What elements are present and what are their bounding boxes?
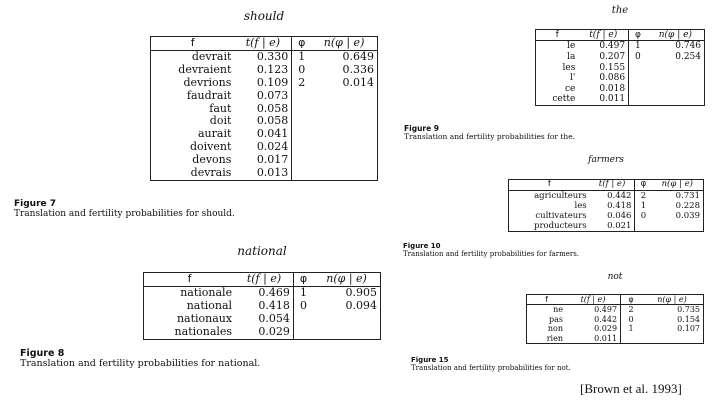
prob-table-not (526, 294, 704, 344)
caption-label: Figure 9 (404, 124, 440, 133)
table-cell (311, 167, 377, 180)
table-cell: le (567, 41, 576, 52)
table-cell: producteurs (534, 220, 587, 231)
table-cell (629, 63, 647, 74)
header-row (527, 295, 704, 305)
table-cell: 0.336 (342, 62, 374, 76)
table-cell: 0.029 (235, 326, 293, 339)
table-row (527, 324, 704, 333)
table-cell: ne (553, 305, 564, 315)
table-cell (621, 334, 641, 344)
caption-label: Figure 15 (411, 356, 449, 364)
table-cell: 0.029 (566, 324, 621, 333)
table-cell (635, 221, 652, 232)
table-cell: nationales (174, 324, 233, 338)
column-header: n(φ | e) (641, 295, 704, 305)
table-cell: 0.039 (675, 210, 700, 221)
table-row (536, 94, 705, 105)
figure-caption-not (411, 357, 571, 372)
figure-caption-the (404, 125, 575, 142)
table-cell (647, 84, 705, 95)
table-cell: 0.442 (590, 190, 635, 201)
table-cell: pas (549, 314, 564, 324)
table-cell: 0.207 (578, 52, 628, 63)
table-cell: l' (569, 73, 576, 84)
table-cell: 0.735 (677, 305, 700, 315)
table-cell: 2 (640, 190, 647, 201)
table-cell: rien (546, 333, 564, 343)
table-cell: 0.155 (578, 63, 628, 74)
table-cell: 0.086 (578, 73, 628, 84)
prob-table-national (143, 272, 381, 340)
table-cell: national (186, 298, 233, 312)
prob-table-farmers (508, 179, 704, 232)
table-cell (292, 103, 311, 116)
table-cell (629, 73, 647, 84)
table-cell: les (562, 62, 576, 73)
table-cell: 0.497 (566, 305, 621, 315)
table-row (509, 201, 704, 211)
table-cell (641, 334, 704, 344)
column-header: n(φ | e) (313, 273, 380, 287)
column-header: n(φ | e) (647, 30, 705, 41)
table-cell: 0.011 (578, 94, 628, 105)
table-cell: 0 (640, 210, 647, 221)
table-cell: devrions (183, 75, 232, 89)
table-cell: 0.123 (234, 64, 291, 77)
table-cell: 0.228 (675, 200, 700, 211)
caption-text: Translation and fertility probabilities for not. (411, 363, 571, 372)
table-cell: 0.649 (342, 49, 374, 63)
table-cell: 0 (628, 314, 634, 324)
table-cell: la (567, 51, 576, 62)
table-row (151, 77, 378, 90)
table-row (536, 84, 705, 95)
table-cell: agriculteurs (534, 190, 587, 201)
column-header: f (536, 30, 579, 41)
prob-table-should (150, 36, 378, 181)
table-cell: 0.418 (235, 300, 293, 313)
table-cell: devrait (191, 49, 232, 63)
table-cell: 0 (635, 51, 641, 62)
column-header: f (527, 295, 567, 305)
table-cell: 2 (628, 305, 634, 315)
table-row (509, 211, 704, 221)
table-cell (629, 84, 647, 95)
table-cell (292, 128, 311, 141)
column-header: t(f | e) (566, 295, 621, 305)
table-row (151, 50, 378, 63)
table-cell: 0.154 (677, 314, 700, 324)
title-not: not (607, 272, 623, 282)
table-cell: 0.073 (234, 90, 291, 103)
column-header: φ (629, 30, 647, 41)
caption-label: Figure 7 (14, 199, 57, 209)
header-row (509, 180, 704, 191)
table-row (144, 300, 381, 313)
table-cell: les (574, 200, 587, 211)
table-cell (647, 94, 705, 105)
table-cell (292, 115, 311, 128)
column-header: n(φ | e) (311, 37, 377, 51)
table-cell: 0.058 (234, 115, 291, 128)
table-row (536, 63, 705, 74)
column-header: t(f | e) (578, 30, 628, 41)
table-cell: 1 (628, 324, 634, 334)
caption-text: Translation and fertility probabilities for the. (404, 132, 576, 142)
column-header: f (144, 273, 236, 287)
table-cell (292, 167, 311, 180)
table-cell: 0.469 (235, 286, 293, 299)
table-cell: 2 (298, 75, 306, 89)
header-row (151, 37, 378, 51)
caption-text: Translation and fertility probabilities for farmers. (403, 249, 580, 258)
table-cell: 0.011 (566, 334, 621, 344)
table-cell: 0.442 (566, 315, 621, 324)
table-cell: 0.905 (345, 285, 377, 299)
table-cell (293, 326, 313, 339)
table-cell: 0.013 (234, 167, 291, 180)
table-cell: 0.094 (345, 298, 377, 312)
table-row (536, 73, 705, 84)
caption-label: Figure 10 (403, 242, 441, 250)
table-cell (652, 221, 704, 232)
column-header: t(f | e) (235, 273, 293, 287)
caption-label: Figure 8 (20, 348, 65, 359)
table-cell: devraient (178, 62, 232, 76)
table-cell: 0.014 (342, 75, 374, 89)
table-row (151, 90, 378, 103)
table-cell: faut (209, 101, 232, 115)
caption-text: Translation and fertility probabilities for should. (14, 208, 235, 219)
table-cell: nationaux (176, 311, 233, 325)
table-cell: 0.107 (677, 324, 700, 334)
table-row (527, 334, 704, 344)
table-cell: 0 (300, 298, 308, 312)
table-cell (311, 90, 377, 103)
table-cell: doivent (189, 140, 232, 154)
caption-text: Translation and fertility probabilities for national. (20, 358, 261, 370)
figure-caption-should (14, 200, 235, 220)
header-row (536, 30, 705, 41)
table-cell (292, 141, 311, 154)
table-cell: nationale (180, 285, 233, 299)
table-cell: 0.109 (234, 77, 291, 90)
header-row (144, 273, 381, 287)
table-cell: 0.497 (578, 41, 628, 52)
table-cell: devons (192, 153, 232, 167)
table-cell: non (547, 324, 564, 334)
figure-caption-national (20, 349, 260, 370)
table-cell: 1 (300, 285, 308, 299)
table-cell: 0.746 (675, 41, 701, 52)
table-row (536, 41, 705, 52)
table-cell (313, 313, 380, 326)
column-header: φ (292, 37, 311, 51)
title-should: should (243, 9, 285, 23)
table-cell: 0.054 (235, 313, 293, 326)
table-cell: 0.018 (578, 84, 628, 95)
table-cell: 0.024 (234, 141, 291, 154)
table-cell: 0.046 (590, 211, 635, 221)
column-header: φ (635, 180, 652, 191)
citation: [Brown et al. 1993] (580, 381, 682, 396)
column-header: t(f | e) (234, 37, 291, 51)
prob-table-the (535, 29, 705, 106)
column-header: t(f | e) (590, 180, 635, 191)
table-cell: 0.021 (590, 221, 635, 232)
table-cell: 0.330 (234, 50, 291, 63)
title-the: the (611, 5, 629, 16)
table-cell (311, 141, 377, 154)
table-cell (311, 128, 377, 141)
table-row (151, 64, 378, 77)
table-row (527, 315, 704, 324)
table-cell: aurait (198, 127, 232, 141)
table-cell (311, 103, 377, 116)
table-cell: 1 (635, 41, 641, 52)
table-row (536, 52, 705, 63)
table-row (144, 313, 381, 326)
table-cell: 0 (298, 62, 306, 76)
table-row (144, 286, 381, 299)
table-row (509, 190, 704, 201)
table-row (144, 326, 381, 339)
table-cell: faudrait (186, 88, 232, 102)
column-header: n(φ | e) (652, 180, 704, 191)
table-cell: 0.058 (234, 103, 291, 116)
column-header: f (509, 180, 590, 191)
table-cell (311, 115, 377, 128)
table-cell: doit (209, 114, 232, 128)
table-cell: 0.254 (675, 51, 701, 62)
table-cell (292, 90, 311, 103)
table-cell (647, 63, 705, 74)
title-national: national (237, 244, 287, 258)
figure-caption-farmers (403, 243, 579, 258)
table-cell (629, 94, 647, 105)
table-row (509, 221, 704, 232)
table-cell: cette (552, 94, 576, 105)
table-row (151, 167, 378, 180)
column-header: φ (293, 273, 313, 287)
table-cell: 0.418 (590, 201, 635, 211)
table-cell: 1 (640, 200, 647, 211)
table-cell: cultivateurs (535, 210, 587, 221)
table-row (527, 305, 704, 315)
table-cell: 1 (298, 49, 306, 63)
title-farmers: farmers (588, 155, 624, 165)
table-cell (293, 313, 313, 326)
table-cell: 0.017 (234, 154, 291, 167)
table-cell (311, 154, 377, 167)
table-cell: 0.731 (675, 190, 700, 201)
table-cell (292, 154, 311, 167)
table-cell (647, 73, 705, 84)
table-cell: devrais (190, 166, 232, 180)
column-header: f (151, 37, 235, 51)
table-cell: ce (564, 83, 576, 94)
column-header: φ (621, 295, 641, 305)
table-cell (313, 326, 380, 339)
table-cell: 0.041 (234, 128, 291, 141)
